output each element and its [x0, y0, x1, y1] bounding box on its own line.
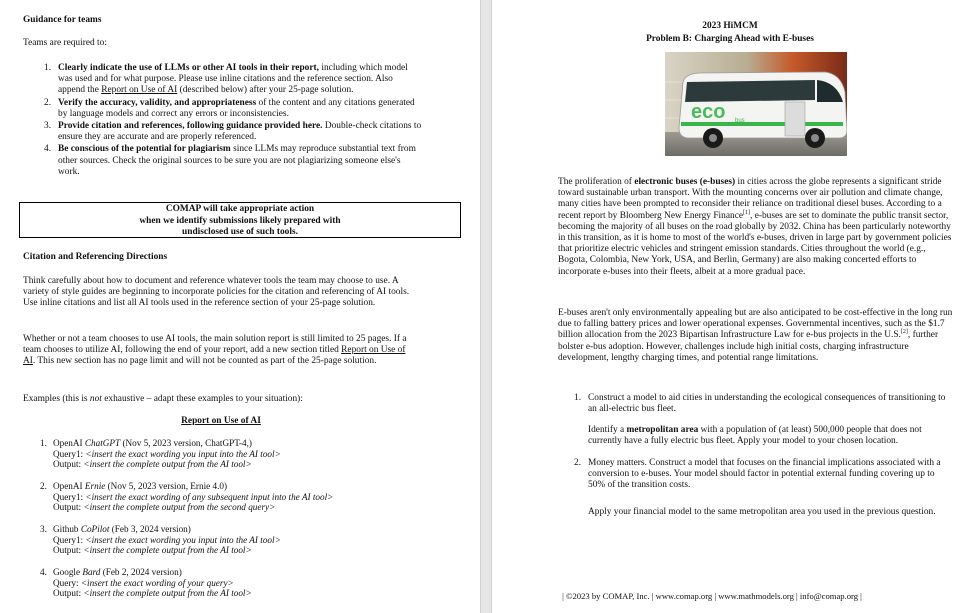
eco-logo-text: eco [691, 101, 726, 123]
task-2-application: Apply your financial model to the same metropolitan area you used in the previous question. [588, 507, 936, 517]
guidance-item: 4. Be conscious of the potential for plagiarism since LLMs may reproduce substantial text from other sources. Check the original sources to be sure you are not plagiarizing someone else's work. [44, 144, 416, 177]
problem-title: Problem B: Charging Ahead with E-buses [646, 34, 814, 44]
citation-heading: Citation and Referencing Directions [23, 252, 168, 262]
guidance-heading: Guidance for teams [23, 15, 102, 25]
task-number: 2. [574, 458, 582, 468]
example-item: 1. OpenAI ChatGPT (Nov 5, 2023 version, ChatGPT-4,) Query1: <insert the exact wording you input into the AI tool> Output: <insert the complete output from the AI tool> [40, 438, 281, 469]
report-on-ai-link[interactable]: Report on Use of AI [101, 85, 178, 96]
example-item: 2. OpenAI Ernie (Nov 5, 2023 version, Ernie 4.0) Query1: <insert the exact wording of any subsequent input into the AI tool> Output: <insert the complete output from the second query> [40, 481, 334, 512]
guidance-intro: Teams are required to: [23, 38, 107, 48]
example-item: 3. Github CoPilot (Feb 3, 2024 version) Query1: <insert the exact wording you input into the AI tool> Output: <insert the complete output from the AI tool> [40, 524, 281, 555]
examples-intro: Examples (this is not exhaustive – adapt these examples to your situation): [23, 394, 303, 404]
citation-paragraph: Think carefully about how to document and reference whatever tools the team may choose to use. A variety of style guides are beginning to incorporate policies for the citation and referencing of AI tools. Use inline citations and list all AI tools used in the reference section of your 25-page solution. [23, 276, 410, 309]
page-limit-paragraph: Whether or not a team chooses to use AI tools, the main solution report is still limited to 25 pages. If a team chooses to utilize AI, following the end of your report, add a new section titled Report on Use of AI. This new section has no page limit and will not be counted as part of the 25-page solution. [23, 334, 407, 367]
citation-1[interactable]: [1] [743, 209, 751, 216]
page-footer: | ©2023 by COMAP, Inc. | www.comap.org | www.mathmodels.org | info@comap.org | [562, 591, 862, 601]
comap-warning-box: COMAP will take appropriate action when we identify submissions likely prepared with undisclosed use of such tools. [19, 202, 461, 238]
intro-paragraph: The proliferation of electronic buses (e-buses) in cities across the globe represents a significant stride toward sustainable urban transport. With the mounting concerns over air pollution and climate change, many cities have been prompted to reconsider their reliance on traditional diesel buses. According to a recent report by Bloomberg New Energy Finance[1], e-buses are set to dominate the public transit sector, becoming the majority of all buses on the road globally by 2032. China has been particularly noteworthy in this transition, as it is home to most of the world's e-buses, driven in large part by government policies that prioritize electric vehicles and stringent emission standards. Cities throughout the world (e.g., Bogota, Colombia, New York, USA, and Berlin, Germany) are also making concerted efforts to incorporate e-buses into their fleets, albeit at a more gradual pace. [558, 177, 952, 277]
page-gutter [480, 0, 492, 613]
report-heading: Report on Use of AI [181, 416, 261, 426]
bus-logo-text: bus [735, 118, 745, 124]
report-on-ai-link[interactable]: Report on Use of AI [23, 345, 406, 367]
task-number: 1. [574, 393, 582, 403]
guidance-item: 3. Provide citation and references, following guidance provided here. Double-check citations to ensure they are accurate and are properly referenced. [44, 121, 422, 143]
guidance-item: 1. Clearly indicate the use of LLMs or other AI tools in their report, including which model was used and for what purpose. Please use inline citations and the reference section. Also append the Report on Use of AI (described below) after your 25-page solution. [44, 63, 408, 96]
contest-title: 2023 HiMCM [702, 21, 758, 31]
ebus-photo [665, 52, 847, 156]
guidance-item: 2. Verify the accuracy, validity, and appropriateness of the content and any citations generated by language models and correct any errors or inconsistencies. [44, 97, 415, 119]
task-1-application: Identify a metropolitan area with a population of (at least) 500,000 people that does not currently have a fully electric bus fleet. Apply your model to your chosen location. [588, 425, 922, 447]
ebus-illustration [665, 52, 847, 156]
example-item: 4. Google Bard (Feb 2, 2024 version) Query: <insert the exact wording of your query> Output: <insert the complete output from the AI tool> [40, 567, 252, 598]
guidance-list [44, 63, 422, 179]
citation-2[interactable]: [2] [900, 329, 908, 336]
left-page [0, 0, 480, 613]
cost-paragraph: E-buses aren't only environmentally appealing but are also anticipated to be cost-effective in the long run due to falling battery prices and lower operational expenses. Governmental incentives, such as the $1.7 billion allocation from the 2023 Bipartisan Infrastructure Law for e-bus projects in the U.S.[2], further bolster e-bus adoption. However, challenges include high initial costs, charging infrastructure development, lengthy charging times, and potential range limitations. [558, 308, 953, 363]
right-page [492, 0, 968, 613]
task-2-text: Money matters. Construct a model that focuses on the financial implications associated with a conversion to e-buses. Your model should factor in potential external funding covering up to 50% of the transition costs. [588, 458, 941, 491]
task-1-text: Construct a model to aid cities in understanding the ecological consequences of transitioning to an all-electric bus fleet. [588, 393, 946, 415]
